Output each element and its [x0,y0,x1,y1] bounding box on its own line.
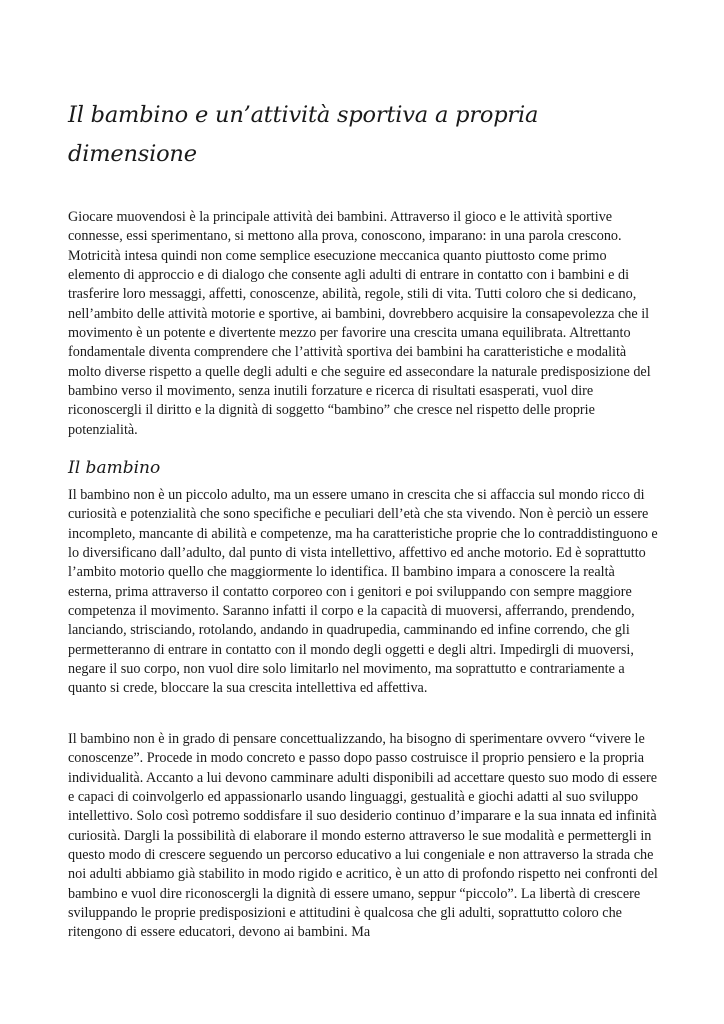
intro-paragraph: Giocare muovendosi è la principale attività dei bambini. Attraverso il gioco e le attività sportive connesse, essi sperimentano, si mettono alla prova, conoscono, imparano: in una parola crescono. Motricità intesa quindi non come semplice esecuzione meccanica quanto piuttosto come primo elemento di approccio e di dialogo che consente agli adulti di entrare in contatto con i bambini e di trasferire loro messaggi, affetti, conoscenze, abilità, regole, stili di vita. Tutti coloro che si dedicano, nell’ambito delle attività motorie e sportive, ai bambini, dovrebbero acquisire la consapevolezza che il movimento è un potente e divertente mezzo per favorire una crescita umana equilibrata. Altrettanto fondamentale diventa comprendere che l’attività sportiva dei bambini ha caratteristiche e modalità molto diverse rispetto a quelle degli adulti e che seguire ed assecondare la naturale predisposizione del bambino verso il movimento, senza inutili forzature e ricerca di risultati esasperati, vuol dire riconoscergli il diritto e la dignità di soggetto “bambino” che cresce nel rispetto delle proprie potenzialità. [68,209,651,438]
document-title: Il bambino e un’attività sportiva a propria dimensione [68,102,539,167]
section-paragraph: Il bambino non è in grado di pensare concettualizzando, ha bisogno di sperimentare ovvero “vivere le conoscenze”. Procede in modo concreto e passo dopo passo costruisce il proprio pensiero e la propria individualità. Accanto a lui devono camminare adulti disponibili ad accettare questo suo modo di essere e capaci di coinvolgerlo ed appassionarlo usando linguaggi, gestualità e giochi adatti al suo sviluppo intellettivo. Solo così potremo soddisfare il suo desiderio continuo d’imparare e la sua innata ed infinità curiosità. Dargli la possibilità di elaborare il mondo esterno attraverso le sue modalità e permettergli in questo modo di crescere seguendo un percorso educativo a lui congeniale e non attraverso la strada che noi adulti abbiamo già stabilito in modo rigido e acritico, è un atto di profondo rispetto nei confronti del bambino e vuol dire riconoscergli la dignità di essere umano, seppur “piccolo”. La libertà di crescere sviluppando le proprie predisposizioni e attitudini è qualcosa che gli adulti, soprattutto coloro che ritengono di essere educatori, devono ai bambini. Ma [68,731,658,941]
section-heading: Il bambino [68,458,161,478]
section-paragraph: Il bambino non è un piccolo adulto, ma un essere umano in crescita che si affaccia sul mondo ricco di curiosità e potenzialità che sono specifiche e peculiari dell’età che sta vivendo. Non è perciò un essere incompleto, mancante di abilità e competenze, ma ha caratteristiche proprie che lo contraddistinguono e lo diversificano dall’adulto, dal punto di vista intellettivo, affettivo ed anche motorio. Ed è soprattutto l’ambito motorio quello che maggiormente lo identifica. Il bambino impara a conoscere la realtà esterna, prima attraverso il contatto corporeo con i genitori e poi sviluppando con sempre maggiore competenza il movimento. Saranno infatti il corpo e la capacità di muoversi, afferrando, prendendo, lanciando, strisciando, rotolando, andando in quadrupedia, camminando ed infine correndo, che gli permetteranno di entrare in contatto con il mondo degli oggetti e degli altri. Impedirgli di muoversi, negare il suo corpo, non vuol dire solo limitarlo nel movimento, ma soprattutto e contrariamente a quanto si crede, bloccare la sua crescita intellettiva ed affettiva. [68,487,658,697]
